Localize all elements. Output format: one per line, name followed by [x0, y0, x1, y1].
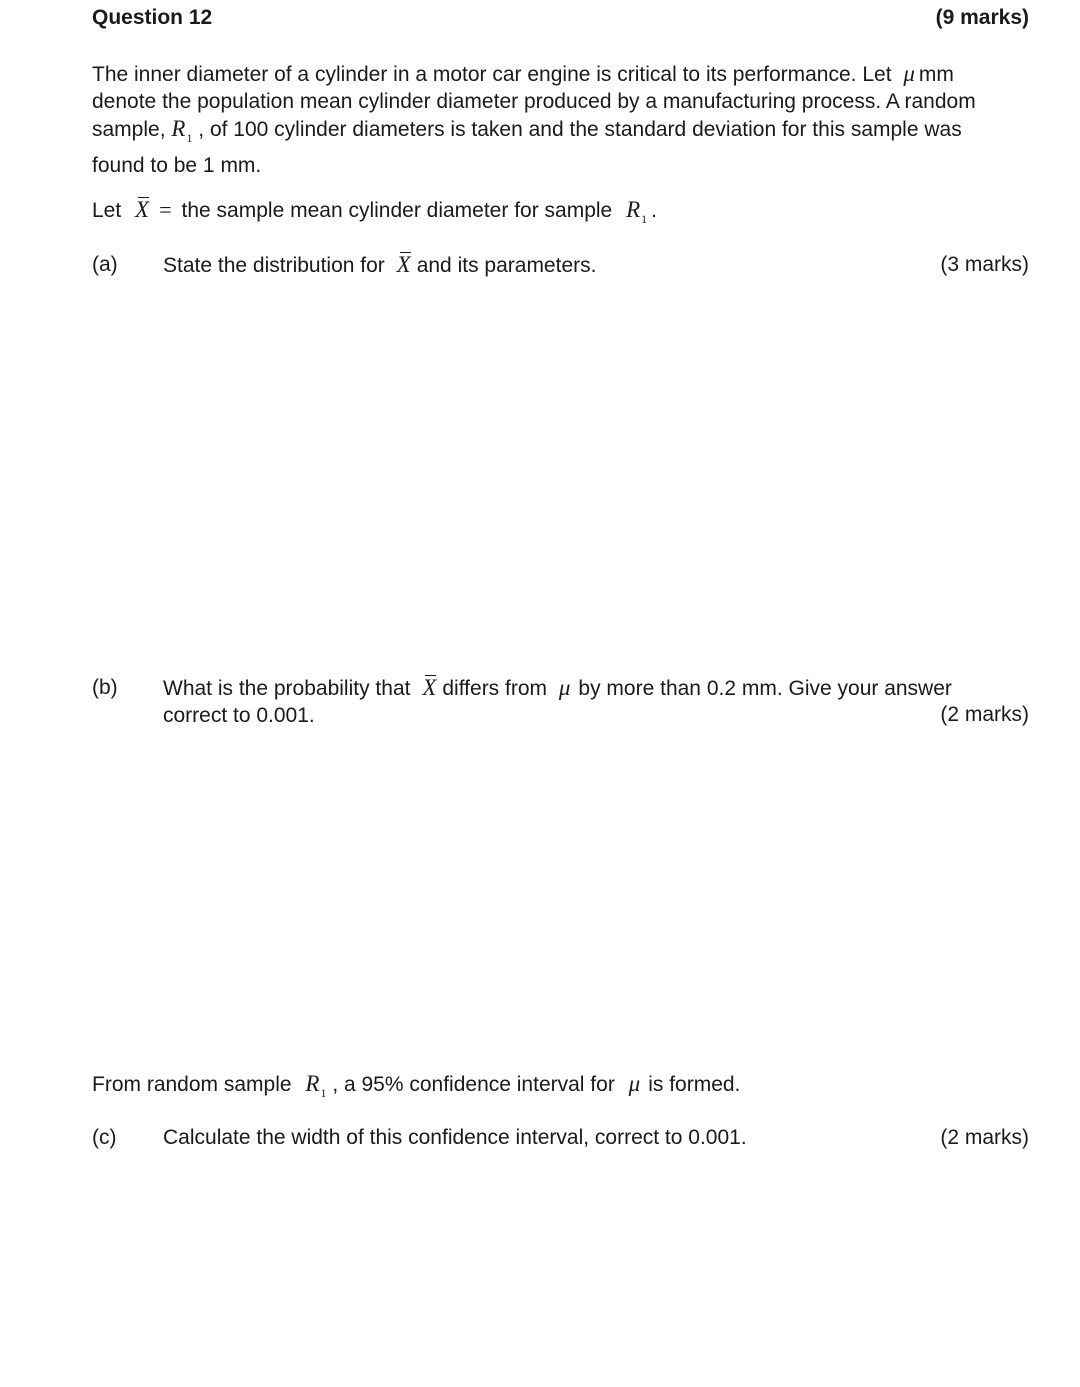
equals-sign: = — [159, 197, 172, 222]
definition-line — [92, 196, 657, 233]
sample-subscript: 1 — [186, 131, 193, 145]
part-a-label: (a) — [92, 253, 118, 276]
part-b-text: by more than 0.2 mm. Give your answer — [578, 677, 952, 700]
definition-text: the sample mean cylinder diameter for sample — [181, 199, 613, 222]
intro-paragraph — [92, 60, 1032, 179]
sample-symbol: R — [171, 116, 186, 141]
ci-intro-text: is formed. — [648, 1073, 741, 1096]
intro-text: , of 100 cylinder diameters is taken and the standard deviation for this sample was — [198, 118, 962, 141]
ci-intro-text: From random sample — [92, 1073, 292, 1096]
sample-symbol: R — [305, 1071, 320, 1096]
part-c-label: (c) — [92, 1126, 117, 1149]
intro-line-3 — [92, 115, 1032, 152]
xbar-symbol: X — [422, 675, 437, 700]
part-a-question — [163, 251, 596, 279]
mu-symbol: μ — [558, 675, 571, 700]
sample-subscript: 1 — [320, 1086, 327, 1100]
part-b-text: What is the probability that — [163, 677, 411, 700]
intro-line-2: denote the population mean cylinder diameter produced by a manufacturing process. A random — [92, 90, 976, 113]
unit-mm: mm — [918, 63, 954, 86]
intro-text: sample, — [92, 118, 166, 141]
part-b-question — [163, 674, 952, 729]
sample-symbol: R — [626, 197, 641, 222]
intro-line-1 — [92, 60, 1032, 88]
part-c-question: Calculate the width of this confidence interval, correct to 0.001. — [163, 1126, 747, 1149]
part-b-marks: (2 marks) — [940, 703, 1029, 726]
let-text: Let — [92, 199, 122, 222]
mu-symbol: μ — [903, 61, 915, 86]
part-b-label: (b) — [92, 676, 118, 699]
part-a-marks: (3 marks) — [940, 253, 1029, 276]
part-c-marks: (2 marks) — [940, 1126, 1029, 1149]
question-title: Question 12 — [92, 6, 213, 29]
xbar-symbol: X — [396, 252, 411, 277]
part-a-text: and its parameters. — [416, 254, 597, 277]
part-b-text: differs from — [442, 677, 548, 700]
period: . — [651, 199, 657, 222]
intro-text: The inner diameter of a cylinder in a motor car engine is critical to its performance. Let — [92, 63, 892, 86]
part-a-text: State the distribution for — [163, 254, 385, 277]
part-b-line-1 — [163, 674, 952, 702]
ci-intro-line — [92, 1070, 740, 1107]
ci-intro-text: , a 95% confidence interval for — [332, 1073, 615, 1096]
sample-subscript: 1 — [641, 212, 648, 226]
xbar-symbol: X — [135, 197, 150, 222]
part-b-line-2: correct to 0.001. — [163, 704, 315, 727]
total-marks: (9 marks) — [935, 6, 1029, 29]
intro-line-4: found to be 1 mm. — [92, 154, 262, 177]
mu-symbol: μ — [628, 1071, 641, 1096]
